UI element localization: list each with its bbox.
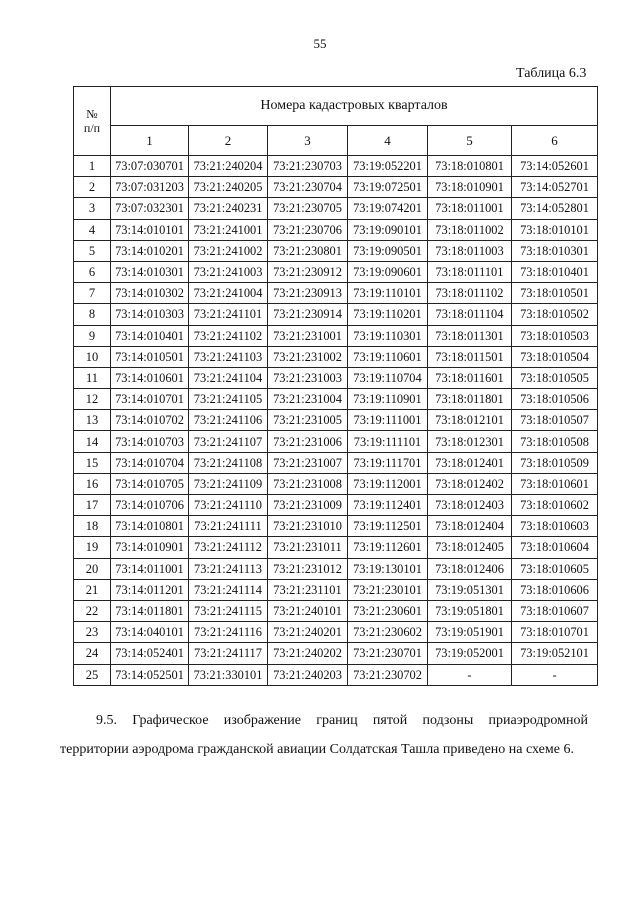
cadastral-number-cell: 73:21:241113: [189, 558, 268, 579]
cadastral-number-cell: 73:21:240201: [268, 622, 348, 643]
row-number-cell: 20: [74, 558, 111, 579]
cadastral-number-cell: 73:18:010505: [512, 367, 598, 388]
row-number-cell: 21: [74, 579, 111, 600]
cadastral-number-cell: 73:18:010607: [512, 600, 598, 621]
cadastral-number-cell: 73:21:231007: [268, 452, 348, 473]
table-row: [74, 664, 598, 685]
row-number-header: [74, 87, 111, 156]
cadastral-number-cell: 73:19:052001: [428, 643, 512, 664]
cadastral-number-cell: 73:18:010601: [512, 473, 598, 494]
cadastral-number-cell: 73:18:012301: [428, 431, 512, 452]
column-header: 1: [111, 126, 189, 156]
cadastral-number-cell: 73:21:241117: [189, 643, 268, 664]
table-row: [74, 283, 598, 304]
cadastral-number-cell: 73:18:010509: [512, 452, 598, 473]
table-row: [74, 304, 598, 325]
cadastral-number-cell: 73:21:241103: [189, 346, 268, 367]
cadastral-number-cell: 73:18:010504: [512, 346, 598, 367]
cadastral-number-cell: 73:21:241002: [189, 240, 268, 261]
row-number-cell: 16: [74, 473, 111, 494]
cadastral-number-cell: 73:18:010901: [428, 177, 512, 198]
cadastral-number-cell: 73:21:230912: [268, 261, 348, 282]
row-number-cell: 13: [74, 410, 111, 431]
cadastral-number-cell: 73:18:011102: [428, 283, 512, 304]
cadastral-number-cell: 73:18:012401: [428, 452, 512, 473]
table-row: [74, 240, 598, 261]
cadastral-number-cell: 73:18:010605: [512, 558, 598, 579]
cadastral-number-cell: 73:18:010701: [512, 622, 598, 643]
row-number-cell: 6: [74, 261, 111, 282]
cadastral-number-cell: 73:21:231009: [268, 495, 348, 516]
cadastral-number-cell: 73:18:010502: [512, 304, 598, 325]
column-header: 4: [348, 126, 428, 156]
cadastral-number-cell: 73:18:010503: [512, 325, 598, 346]
cadastral-number-cell: 73:21:241107: [189, 431, 268, 452]
cadastral-number-cell: 73:18:010301: [512, 240, 598, 261]
cadastral-number-cell: 73:18:011301: [428, 325, 512, 346]
cadastral-number-cell: 73:07:030701: [111, 156, 189, 177]
cadastral-number-cell: 73:14:010901: [111, 537, 189, 558]
row-number-cell: 17: [74, 495, 111, 516]
cadastral-number-cell: 73:18:010101: [512, 219, 598, 240]
cadastral-number-cell: 73:19:110704: [348, 367, 428, 388]
row-number-cell: 2: [74, 177, 111, 198]
cadastral-number-cell: 73:21:231008: [268, 473, 348, 494]
cadastral-number-cell: 73:21:241116: [189, 622, 268, 643]
cadastral-number-cell: 73:14:010303: [111, 304, 189, 325]
cadastral-number-cell: 73:14:052701: [512, 177, 598, 198]
table-row: [74, 495, 598, 516]
table-row: [74, 516, 598, 537]
item-abbreviation: п/п: [83, 121, 101, 135]
number-sign: №: [86, 107, 98, 121]
cadastral-number-cell: 73:21:231004: [268, 389, 348, 410]
table-row: [74, 389, 598, 410]
cadastral-number-cell: 73:19:051801: [428, 600, 512, 621]
cadastral-number-cell: 73:21:240202: [268, 643, 348, 664]
cadastral-number-cell: 73:19:111001: [348, 410, 428, 431]
cadastral-number-cell: 73:21:231005: [268, 410, 348, 431]
cadastral-number-cell: 73:19:090101: [348, 219, 428, 240]
cadastral-number-cell: 73:14:010706: [111, 495, 189, 516]
cadastral-number-cell: 73:14:052801: [512, 198, 598, 219]
cadastral-number-cell: 73:18:012404: [428, 516, 512, 537]
column-header: 5: [428, 126, 512, 156]
cadastral-number-cell: 73:18:010606: [512, 579, 598, 600]
cadastral-number-cell: 73:14:010704: [111, 452, 189, 473]
row-number-cell: 15: [74, 452, 111, 473]
row-number-cell: 4: [74, 219, 111, 240]
cadastral-number-cell: 73:18:010501: [512, 283, 598, 304]
cadastral-number-cell: 73:21:230101: [348, 579, 428, 600]
row-number-cell: 10: [74, 346, 111, 367]
cadastral-number-cell: 73:18:010507: [512, 410, 598, 431]
cadastral-number-cell: -: [512, 664, 598, 685]
cadastral-number-cell: 73:07:031203: [111, 177, 189, 198]
cadastral-number-cell: 73:19:110201: [348, 304, 428, 325]
cadastral-number-cell: 73:19:110301: [348, 325, 428, 346]
table-row: [74, 643, 598, 664]
cadastral-number-cell: 73:21:230602: [348, 622, 428, 643]
cadastral-number-cell: 73:21:240101: [268, 600, 348, 621]
cadastral-number-cell: -: [428, 664, 512, 685]
cadastral-number-cell: 73:18:010506: [512, 389, 598, 410]
cadastral-number-cell: 73:18:012403: [428, 495, 512, 516]
cadastral-number-cell: 73:21:240203: [268, 664, 348, 685]
column-header: 3: [268, 126, 348, 156]
cadastral-number-cell: 73:19:110601: [348, 346, 428, 367]
cadastral-number-cell: 73:21:241102: [189, 325, 268, 346]
cadastral-number-cell: 73:21:241115: [189, 600, 268, 621]
cadastral-number-cell: 73:21:241112: [189, 537, 268, 558]
table-caption: Таблица 6.3: [516, 66, 587, 81]
cadastral-number-cell: 73:19:110901: [348, 389, 428, 410]
row-number-cell: 7: [74, 283, 111, 304]
cadastral-number-cell: 73:14:010801: [111, 516, 189, 537]
cadastral-number-cell: 73:21:240231: [189, 198, 268, 219]
cadastral-number-cell: 73:18:011104: [428, 304, 512, 325]
cadastral-number-cell: 73:21:231010: [268, 516, 348, 537]
cadastral-number-cell: 73:21:230706: [268, 219, 348, 240]
table-row: [74, 367, 598, 388]
cadastral-number-cell: 73:21:230914: [268, 304, 348, 325]
cadastral-number-cell: 73:18:012405: [428, 537, 512, 558]
cadastral-number-cell: 73:21:241109: [189, 473, 268, 494]
cadastral-number-cell: 73:07:032301: [111, 198, 189, 219]
cadastral-number-cell: 73:18:010603: [512, 516, 598, 537]
cadastral-number-cell: 73:21:231003: [268, 367, 348, 388]
cadastral-number-cell: 73:21:330101: [189, 664, 268, 685]
table-row: [74, 219, 598, 240]
row-number-cell: 5: [74, 240, 111, 261]
row-number-cell: 9: [74, 325, 111, 346]
table-body: [74, 156, 598, 686]
cadastral-number-cell: 73:19:051301: [428, 579, 512, 600]
cadastral-number-cell: 73:19:112601: [348, 537, 428, 558]
cadastral-number-cell: 73:21:240205: [189, 177, 268, 198]
table-row: [74, 177, 598, 198]
row-number-cell: 14: [74, 431, 111, 452]
cadastral-number-cell: 73:21:230601: [348, 600, 428, 621]
cadastral-number-cell: 73:21:241111: [189, 516, 268, 537]
cadastral-number-cell: 73:21:241114: [189, 579, 268, 600]
table-row: [74, 600, 598, 621]
cadastral-number-cell: 73:14:040101: [111, 622, 189, 643]
cadastral-number-cell: 73:21:230702: [348, 664, 428, 685]
cadastral-number-cell: 73:21:230913: [268, 283, 348, 304]
table-row: [74, 325, 598, 346]
cadastral-number-cell: 73:21:231002: [268, 346, 348, 367]
cadastral-quarters-table: [73, 86, 598, 686]
cadastral-number-cell: 73:14:052501: [111, 664, 189, 685]
table-row: [74, 622, 598, 643]
cadastral-number-cell: 73:21:230701: [348, 643, 428, 664]
column-header: 2: [189, 126, 268, 156]
row-number-cell: 22: [74, 600, 111, 621]
cadastral-number-cell: 73:21:231006: [268, 431, 348, 452]
cadastral-number-cell: 73:21:230801: [268, 240, 348, 261]
cadastral-number-cell: 73:18:011601: [428, 367, 512, 388]
cadastral-number-cell: 73:14:010101: [111, 219, 189, 240]
cadastral-number-cell: 73:19:111101: [348, 431, 428, 452]
row-number-cell: 12: [74, 389, 111, 410]
cadastral-number-cell: 73:18:011101: [428, 261, 512, 282]
cadastral-number-cell: 73:21:241105: [189, 389, 268, 410]
cadastral-number-cell: 73:14:052401: [111, 643, 189, 664]
cadastral-number-cell: 73:14:010201: [111, 240, 189, 261]
table-row: [74, 558, 598, 579]
cadastral-number-cell: 73:18:010401: [512, 261, 598, 282]
column-number-row: [74, 126, 598, 156]
table-header-row: [74, 87, 598, 126]
cadastral-number-cell: 73:18:010604: [512, 537, 598, 558]
cadastral-number-cell: 73:14:010705: [111, 473, 189, 494]
cadastral-number-cell: 73:18:012101: [428, 410, 512, 431]
row-number-cell: 11: [74, 367, 111, 388]
table-row: [74, 198, 598, 219]
row-number-cell: 24: [74, 643, 111, 664]
cadastral-number-cell: 73:14:010401: [111, 325, 189, 346]
cadastral-number-cell: 73:18:011003: [428, 240, 512, 261]
table-row: [74, 473, 598, 494]
cadastral-number-cell: 73:18:011801: [428, 389, 512, 410]
cadastral-number-cell: 73:14:010302: [111, 283, 189, 304]
cadastral-number-cell: 73:19:112401: [348, 495, 428, 516]
table-row: [74, 346, 598, 367]
cadastral-number-cell: 73:18:012406: [428, 558, 512, 579]
cadastral-number-cell: 73:14:010601: [111, 367, 189, 388]
table-row: [74, 431, 598, 452]
cadastral-number-cell: 73:21:241108: [189, 452, 268, 473]
cadastral-number-cell: 73:21:230705: [268, 198, 348, 219]
cadastral-number-cell: 73:21:231001: [268, 325, 348, 346]
table-row: [74, 156, 598, 177]
cadastral-number-cell: 73:14:010702: [111, 410, 189, 431]
cadastral-number-cell: 73:19:052101: [512, 643, 598, 664]
cadastral-number-cell: 73:21:230704: [268, 177, 348, 198]
cadastral-number-cell: 73:19:051901: [428, 622, 512, 643]
table-row: [74, 579, 598, 600]
cadastral-number-cell: 73:21:241106: [189, 410, 268, 431]
row-number-cell: 23: [74, 622, 111, 643]
cadastral-number-cell: 73:18:010508: [512, 431, 598, 452]
cadastral-number-cell: 73:21:231011: [268, 537, 348, 558]
cadastral-number-cell: 73:18:012402: [428, 473, 512, 494]
cadastral-number-cell: 73:19:111701: [348, 452, 428, 473]
cadastral-number-cell: 73:18:011001: [428, 198, 512, 219]
column-header: 6: [512, 126, 598, 156]
cadastral-number-cell: 73:18:011501: [428, 346, 512, 367]
cadastral-number-cell: 73:21:231101: [268, 579, 348, 600]
row-number-cell: 19: [74, 537, 111, 558]
cadastral-number-cell: 73:19:074201: [348, 198, 428, 219]
cadastral-number-cell: 73:14:052601: [512, 156, 598, 177]
cadastral-number-cell: 73:19:112501: [348, 516, 428, 537]
cadastral-number-cell: 73:19:112001: [348, 473, 428, 494]
cadastral-number-cell: 73:14:010501: [111, 346, 189, 367]
row-number-cell: 3: [74, 198, 111, 219]
cadastral-number-cell: 73:19:110101: [348, 283, 428, 304]
cadastral-number-cell: 73:21:230703: [268, 156, 348, 177]
paragraph-9-5: 9.5. Графическое изображение границ пятой подзоны приаэродромной территории аэродрома гражданской авиации Солдатская Ташла приведено на схеме 6.: [60, 713, 588, 757]
table-row: [74, 410, 598, 431]
cadastral-number-cell: 73:14:010701: [111, 389, 189, 410]
cadastral-number-cell: 73:21:241104: [189, 367, 268, 388]
cadastral-number-cell: 73:19:090501: [348, 240, 428, 261]
cadastral-number-cell: 73:18:010801: [428, 156, 512, 177]
row-number-cell: 25: [74, 664, 111, 685]
cadastral-number-cell: 73:21:241004: [189, 283, 268, 304]
table-row: [74, 452, 598, 473]
cadastral-number-cell: 73:19:090601: [348, 261, 428, 282]
body-text: [60, 706, 588, 764]
group-header: Номера кадастровых кварталов: [111, 87, 598, 126]
cadastral-number-cell: 73:14:010301: [111, 261, 189, 282]
cadastral-number-cell: 73:21:241003: [189, 261, 268, 282]
cadastral-number-cell: 73:21:231012: [268, 558, 348, 579]
row-number-cell: 18: [74, 516, 111, 537]
row-number-cell: 8: [74, 304, 111, 325]
row-number-cell: 1: [74, 156, 111, 177]
cadastral-number-cell: 73:19:052201: [348, 156, 428, 177]
cadastral-number-cell: 73:19:072501: [348, 177, 428, 198]
table-row: [74, 537, 598, 558]
page-number: 55: [313, 36, 327, 51]
cadastral-number-cell: 73:18:010602: [512, 495, 598, 516]
cadastral-number-cell: 73:14:010703: [111, 431, 189, 452]
cadastral-number-cell: 73:21:240204: [189, 156, 268, 177]
cadastral-number-cell: 73:19:130101: [348, 558, 428, 579]
cadastral-number-cell: 73:14:011201: [111, 579, 189, 600]
cadastral-number-cell: 73:14:011801: [111, 600, 189, 621]
cadastral-number-cell: 73:21:241101: [189, 304, 268, 325]
cadastral-number-cell: 73:21:241001: [189, 219, 268, 240]
cadastral-number-cell: 73:18:011002: [428, 219, 512, 240]
cadastral-number-cell: 73:14:011001: [111, 558, 189, 579]
table-row: [74, 261, 598, 282]
cadastral-number-cell: 73:21:241110: [189, 495, 268, 516]
